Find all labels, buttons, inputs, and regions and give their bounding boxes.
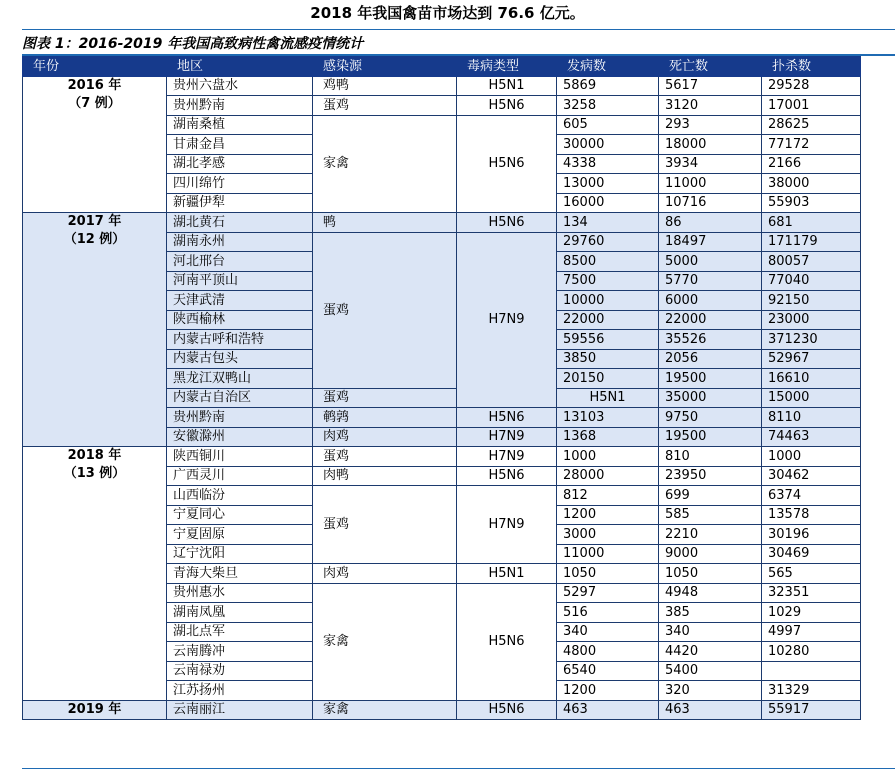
virus-type-cell: H7N9 <box>457 232 557 408</box>
cases-cell: 5297 <box>557 583 659 603</box>
virus-type-cell: H5N1 <box>457 76 557 96</box>
culled-cell: 171179 <box>762 232 861 252</box>
avian-flu-table <box>22 56 861 720</box>
region-cell: 广西灵川 <box>167 466 313 486</box>
region-cell: 天津武清 <box>167 291 313 311</box>
cases-cell: 4338 <box>557 154 659 174</box>
header-year: 年份 <box>23 57 167 77</box>
deaths-cell: 19500 <box>659 427 762 447</box>
deaths-cell: 293 <box>659 115 762 135</box>
deaths-cell: 18497 <box>659 232 762 252</box>
cases-cell: 10000 <box>557 291 659 311</box>
cases-cell: 605 <box>557 115 659 135</box>
cases-cell: 59556 <box>557 330 659 350</box>
deaths-cell: 35526 <box>659 330 762 350</box>
deaths-cell: 340 <box>659 622 762 642</box>
year-count: （7 例） <box>68 95 121 111</box>
table-row <box>23 213 861 233</box>
table-row <box>23 447 861 467</box>
region-cell: 黑龙江双鸭山 <box>167 369 313 389</box>
virus-type-cell: H5N1 <box>557 388 659 408</box>
region-cell: 湖北黄石 <box>167 213 313 233</box>
source-cell: 鸭 <box>313 213 457 233</box>
cases-cell: 11000 <box>557 544 659 564</box>
virus-type-cell: H5N6 <box>457 96 557 116</box>
source-cell: 蛋鸡 <box>313 232 457 388</box>
region-cell: 内蒙古包头 <box>167 349 313 369</box>
cases-cell: 8500 <box>557 252 659 272</box>
deaths-cell: 18000 <box>659 135 762 155</box>
top-divider <box>22 29 895 30</box>
deaths-cell: 585 <box>659 505 762 525</box>
cases-cell: 28000 <box>557 466 659 486</box>
source-cell: 蛋鸡 <box>313 486 457 564</box>
deaths-cell: 2210 <box>659 525 762 545</box>
cases-cell: 5869 <box>557 76 659 96</box>
culled-cell: 30469 <box>762 544 861 564</box>
culled-cell: 32351 <box>762 583 861 603</box>
deaths-cell: 5400 <box>659 661 762 681</box>
deaths-cell: 9750 <box>659 408 762 428</box>
region-cell: 湖南永州 <box>167 232 313 252</box>
region-cell: 甘肃金昌 <box>167 135 313 155</box>
deaths-cell: 4420 <box>659 642 762 662</box>
culled-cell: 565 <box>762 564 861 584</box>
bottom-divider <box>22 768 895 769</box>
header-source: 感染源 <box>313 57 457 77</box>
region-cell: 青海大柴旦 <box>167 564 313 584</box>
culled-cell: 4997 <box>762 622 861 642</box>
culled-cell: 16610 <box>762 369 861 389</box>
source-cell: 家禽 <box>313 115 457 213</box>
cases-cell: 13103 <box>557 408 659 428</box>
year-label: 2019 年 <box>67 701 122 717</box>
region-cell: 贵州六盘水 <box>167 76 313 96</box>
deaths-cell: 5000 <box>659 252 762 272</box>
cases-cell: 35000 <box>659 388 762 408</box>
culled-cell <box>762 661 861 681</box>
region-cell: 湖南桑植 <box>167 115 313 135</box>
source-cell: 鹌鹑 <box>313 408 457 428</box>
region-cell: 贵州惠水 <box>167 583 313 603</box>
header-cases: 发病数 <box>557 57 659 77</box>
deaths-cell: 385 <box>659 603 762 623</box>
deaths-cell: 10716 <box>659 193 762 213</box>
figure-caption: 图表 1：2016-2019 年我国高致病性禽流感疫情统计 <box>22 36 364 52</box>
deaths-cell: 9000 <box>659 544 762 564</box>
cases-cell: 340 <box>557 622 659 642</box>
region-cell: 安徽滁州 <box>167 427 313 447</box>
deaths-cell: 23950 <box>659 466 762 486</box>
table-header-row <box>23 57 861 77</box>
virus-type-cell: H5N6 <box>457 583 557 700</box>
culled-cell: 55917 <box>762 700 861 720</box>
region-cell: 湖北点军 <box>167 622 313 642</box>
cases-cell: 29760 <box>557 232 659 252</box>
year-cell <box>23 447 167 701</box>
virus-type-cell: H5N6 <box>457 213 557 233</box>
region-cell: 贵州黔南 <box>167 96 313 116</box>
culled-cell: 55903 <box>762 193 861 213</box>
header-deaths: 死亡数 <box>659 57 762 77</box>
virus-type-cell: H5N6 <box>457 115 557 213</box>
cases-cell: 16000 <box>557 193 659 213</box>
region-cell: 内蒙古呼和浩特 <box>167 330 313 350</box>
region-cell: 内蒙古自治区 <box>167 388 313 408</box>
virus-type-cell: H7N9 <box>457 427 557 447</box>
culled-cell: 92150 <box>762 291 861 311</box>
year-label: 2018 年 <box>67 448 122 463</box>
cases-cell: 7500 <box>557 271 659 291</box>
region-cell: 新疆伊犁 <box>167 193 313 213</box>
cases-cell: 3258 <box>557 96 659 116</box>
header-culled: 扑杀数 <box>762 57 861 77</box>
deaths-cell: 320 <box>659 681 762 701</box>
source-cell: 家禽 <box>313 700 457 720</box>
region-cell: 云南丽江 <box>167 700 313 720</box>
virus-type-cell: H7N9 <box>457 486 557 564</box>
deaths-cell: 5770 <box>659 271 762 291</box>
region-cell: 山西临汾 <box>167 486 313 506</box>
culled-cell: 77040 <box>762 271 861 291</box>
virus-type-cell: H5N6 <box>457 466 557 486</box>
region-cell: 宁夏同心 <box>167 505 313 525</box>
region-cell: 河南平顶山 <box>167 271 313 291</box>
page-title: 2018 年我国禽苗市场达到 76.6 亿元。 <box>310 4 585 22</box>
cases-cell: 13000 <box>557 174 659 194</box>
cases-cell: 30000 <box>557 135 659 155</box>
culled-cell: 80057 <box>762 252 861 272</box>
culled-cell: 30196 <box>762 525 861 545</box>
table-row <box>23 76 861 96</box>
culled-cell: 74463 <box>762 427 861 447</box>
cases-cell: 22000 <box>557 310 659 330</box>
cases-cell: 812 <box>557 486 659 506</box>
deaths-cell: 86 <box>659 213 762 233</box>
source-cell: 鸡鸭 <box>313 76 457 96</box>
culled-cell: 38000 <box>762 174 861 194</box>
cases-cell: 1200 <box>557 505 659 525</box>
region-cell: 云南腾冲 <box>167 642 313 662</box>
deaths-cell: 4948 <box>659 583 762 603</box>
cases-cell: 463 <box>557 700 659 720</box>
year-cell <box>23 76 167 213</box>
cases-cell: 4800 <box>557 642 659 662</box>
region-cell: 云南禄劝 <box>167 661 313 681</box>
deaths-cell: 15000 <box>762 388 861 408</box>
culled-cell: 8110 <box>762 408 861 428</box>
year-cell <box>23 700 167 720</box>
culled-cell: 1029 <box>762 603 861 623</box>
source-cell: 肉鸭 <box>313 466 457 486</box>
region-cell: 陕西铜川 <box>167 447 313 467</box>
region-cell: 陕西榆林 <box>167 310 313 330</box>
culled-cell: 77172 <box>762 135 861 155</box>
cases-cell: 20150 <box>557 369 659 389</box>
region-cell: 贵州黔南 <box>167 408 313 428</box>
culled-cell: 30462 <box>762 466 861 486</box>
cases-cell: 1200 <box>557 681 659 701</box>
virus-type-cell: H7N9 <box>457 447 557 467</box>
source-cell: 蛋鸡 <box>313 96 457 116</box>
cases-cell: 1050 <box>557 564 659 584</box>
virus-type-cell: H5N1 <box>457 564 557 584</box>
source-cell: 肉鸡 <box>313 427 457 447</box>
source-cell: 家禽 <box>313 583 457 700</box>
deaths-cell: 699 <box>659 486 762 506</box>
year-group-2016 <box>23 76 861 213</box>
culled-cell: 10280 <box>762 642 861 662</box>
culled-cell: 31329 <box>762 681 861 701</box>
year-count: （13 例） <box>63 466 126 481</box>
year-group-2018 <box>23 447 861 701</box>
region-cell: 湖北孝感 <box>167 154 313 174</box>
region-cell: 湖南凤凰 <box>167 603 313 623</box>
source-cell: 蛋鸡 <box>313 447 457 467</box>
deaths-cell: 19500 <box>659 369 762 389</box>
cases-cell: 3000 <box>557 525 659 545</box>
cases-cell: 134 <box>557 213 659 233</box>
region-cell: 宁夏固原 <box>167 525 313 545</box>
year-count: （12 例） <box>63 232 126 247</box>
deaths-cell: 22000 <box>659 310 762 330</box>
region-cell: 四川绵竹 <box>167 174 313 194</box>
deaths-cell: 1050 <box>659 564 762 584</box>
culled-cell: 52967 <box>762 349 861 369</box>
year-label: 2017 年 <box>67 214 122 229</box>
region-cell: 辽宁沈阳 <box>167 544 313 564</box>
year-group-2017 <box>23 213 861 447</box>
cases-cell: 3850 <box>557 349 659 369</box>
header-region: 地区 <box>167 57 313 77</box>
culled-cell: 371230 <box>762 330 861 350</box>
culled-cell: 23000 <box>762 310 861 330</box>
table-row <box>23 700 861 720</box>
region-cell: 河北邢台 <box>167 252 313 272</box>
deaths-cell: 11000 <box>659 174 762 194</box>
deaths-cell: 6000 <box>659 291 762 311</box>
culled-cell: 6374 <box>762 486 861 506</box>
source-cell: 蛋鸡 <box>313 388 457 408</box>
culled-cell: 17001 <box>762 96 861 116</box>
year-group-2019 <box>23 700 861 720</box>
deaths-cell: 463 <box>659 700 762 720</box>
virus-type-cell: H5N6 <box>457 700 557 720</box>
deaths-cell: 2056 <box>659 349 762 369</box>
culled-cell: 1000 <box>762 447 861 467</box>
year-cell <box>23 213 167 447</box>
cases-cell: 6540 <box>557 661 659 681</box>
header-virus-type: 毒病类型 <box>457 57 557 77</box>
culled-cell: 28625 <box>762 115 861 135</box>
deaths-cell: 5617 <box>659 76 762 96</box>
deaths-cell: 810 <box>659 447 762 467</box>
cases-cell: 1368 <box>557 427 659 447</box>
source-cell: 肉鸡 <box>313 564 457 584</box>
year-label: 2016 年 <box>67 77 122 93</box>
deaths-cell: 3934 <box>659 154 762 174</box>
cases-cell: 516 <box>557 603 659 623</box>
culled-cell: 29528 <box>762 76 861 96</box>
deaths-cell: 3120 <box>659 96 762 116</box>
cases-cell: 1000 <box>557 447 659 467</box>
virus-type-cell: H5N6 <box>457 408 557 428</box>
culled-cell: 681 <box>762 213 861 233</box>
region-cell: 江苏扬州 <box>167 681 313 701</box>
culled-cell: 2166 <box>762 154 861 174</box>
culled-cell: 13578 <box>762 505 861 525</box>
